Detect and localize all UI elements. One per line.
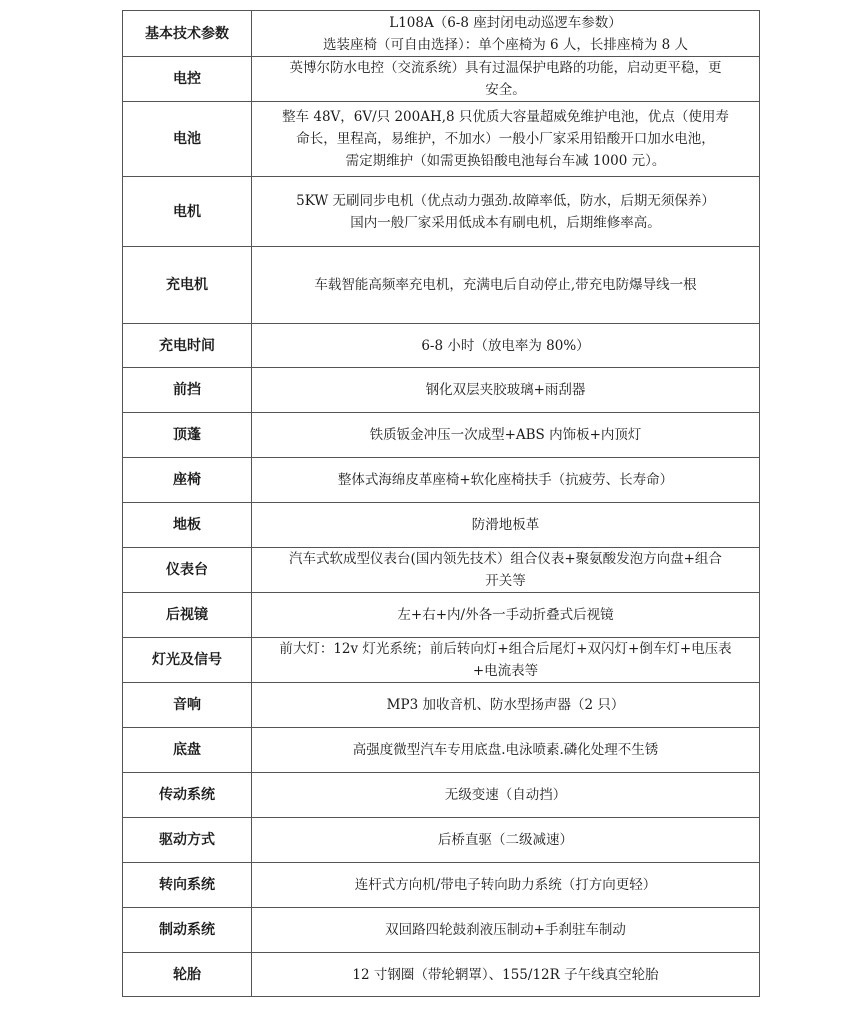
spec-value	[252, 503, 760, 548]
spec-value-line: 铁质钣金冲压一次成型+ABS 内饰板+内顶灯	[369, 427, 642, 443]
spec-label: 座椅	[123, 458, 252, 503]
spec-value	[252, 773, 760, 818]
spec-value	[252, 368, 760, 413]
spec-label: 驱动方式	[123, 818, 252, 863]
spec-row-roof	[123, 413, 760, 458]
spec-value-line: 车载智能高频率充电机，充满电后自动停止,带充电防爆导线一根	[314, 277, 697, 293]
spec-value	[252, 458, 760, 503]
spec-value	[252, 863, 760, 908]
spec-value-line: 6-8 小时（放电率为 80%）	[421, 337, 590, 354]
spec-value-line: +电流表等	[472, 663, 539, 679]
spec-value	[252, 413, 760, 458]
spec-value	[252, 247, 760, 324]
spec-label: 充电时间	[123, 324, 252, 368]
spec-row-rearview-mirror	[123, 593, 760, 638]
spec-row-windshield	[123, 368, 760, 413]
spec-value	[252, 638, 760, 683]
spec-value-line: 高强度微型汽车专用底盘.电泳喷素.磷化处理不生锈	[352, 742, 659, 758]
spec-value-line: 整车 48V，6V/只 200AH,8 只优质大容量超威免维护电池，优点（使用寿	[282, 109, 729, 125]
spec-row-transmission	[123, 773, 760, 818]
spec-value-line: 汽车式软成型仪表台(国内领先技术）组合仪表+聚氨酸发泡方向盘+组合	[289, 551, 722, 567]
spec-row-steering	[123, 863, 760, 908]
spec-value-line: 英博尔防水电控（交流系统）具有过温保护电路的功能，启动更平稳，更	[289, 60, 722, 76]
spec-label: 传动系统	[123, 773, 252, 818]
spec-value-line: 双回路四轮鼓刹液压制动+手刹驻车制动	[385, 922, 626, 938]
spec-row-battery	[123, 102, 760, 177]
spec-row-seat	[123, 458, 760, 503]
spec-row-audio	[123, 683, 760, 728]
spec-value	[252, 11, 760, 57]
spec-label: 充电机	[123, 247, 252, 324]
spec-label: 电池	[123, 102, 252, 177]
spec-value-line: MP3 加收音机、防水型扬声器（2 只）	[386, 697, 625, 713]
spec-value-line: 命长，里程高，易维护，不加水）一般小厂家采用铅酸开口加水电池，	[296, 131, 715, 147]
spec-label: 制动系统	[123, 908, 252, 953]
spec-row-braking	[123, 908, 760, 953]
spec-row-lights-signals	[123, 638, 760, 683]
spec-value-line: 钢化双层夹胶玻璃+雨刮器	[425, 382, 586, 398]
spec-row-electric-control	[123, 57, 760, 102]
spec-value-line: 左+右+内/外各一手动折叠式后视镜	[397, 607, 614, 623]
spec-value-line: 防滑地板革	[471, 517, 540, 533]
spec-row-charger	[123, 247, 760, 324]
spec-value	[252, 593, 760, 638]
spec-value	[252, 102, 760, 177]
spec-value-line: 12 寸钢圈（带轮辋罩）、155/12R 子午线真空轮胎	[352, 966, 659, 983]
spec-table	[122, 10, 760, 997]
spec-value-line: 开关等	[485, 573, 526, 589]
spec-value-line: 连杆式方向机/带电子转向助力系统（打方向更轻）	[354, 877, 657, 893]
spec-label: 轮胎	[123, 953, 252, 997]
spec-value-line: 需定期维护（如需更换铅酸电池每台车减 1000 元）。	[345, 153, 666, 169]
spec-value-line: 安全。	[485, 82, 526, 98]
spec-label: 电机	[123, 177, 252, 247]
spec-value	[252, 324, 760, 368]
spec-label: 后视镜	[123, 593, 252, 638]
spec-label: 仪表台	[123, 548, 252, 593]
spec-label: 地板	[123, 503, 252, 548]
spec-value	[252, 177, 760, 247]
spec-value-line: 后桥直驱（二级减速）	[438, 832, 573, 848]
spec-row-drive-mode	[123, 818, 760, 863]
spec-value	[252, 728, 760, 773]
spec-label: 灯光及信号	[123, 638, 252, 683]
spec-label: 基本技术参数	[123, 11, 252, 57]
spec-value	[252, 818, 760, 863]
spec-value-line: 前大灯：12v 灯光系统；前后转向灯+组合后尾灯+双闪灯+倒车灯+电压表	[279, 641, 732, 657]
spec-value-line: 选装座椅（可自由选择）：单个座椅为 6 人，长排座椅为 8 人	[322, 36, 689, 53]
spec-value	[252, 57, 760, 102]
spec-value-line: 国内一般厂家采用低成本有刷电机，后期维修率高。	[350, 214, 661, 231]
spec-row-charge-time	[123, 324, 760, 368]
spec-value-line: 5KW 无刷同步电机（优点动力强劲.故障率低，防水，后期无须保养）	[296, 192, 715, 209]
spec-label: 前挡	[123, 368, 252, 413]
spec-value	[252, 683, 760, 728]
spec-label: 转向系统	[123, 863, 252, 908]
spec-row-motor	[123, 177, 760, 247]
spec-value-line: 整体式海绵皮革座椅+软化座椅扶手（抗疲劳、长寿命）	[337, 472, 674, 488]
spec-row-floor	[123, 503, 760, 548]
spec-row-dashboard	[123, 548, 760, 593]
spec-row-basic-params	[123, 11, 760, 57]
spec-label: 顶蓬	[123, 413, 252, 458]
spec-row-chassis	[123, 728, 760, 773]
spec-label: 电控	[123, 57, 252, 102]
spec-value-line: L108A（6-8 座封闭电动巡逻车参数）	[389, 14, 622, 31]
spec-label: 底盘	[123, 728, 252, 773]
spec-value	[252, 548, 760, 593]
spec-value	[252, 908, 760, 953]
spec-table-body	[123, 11, 760, 997]
spec-value-line: 无级变速（自动挡）	[444, 787, 567, 803]
spec-label: 音响	[123, 683, 252, 728]
spec-value	[252, 953, 760, 997]
spec-row-tires	[123, 953, 760, 997]
